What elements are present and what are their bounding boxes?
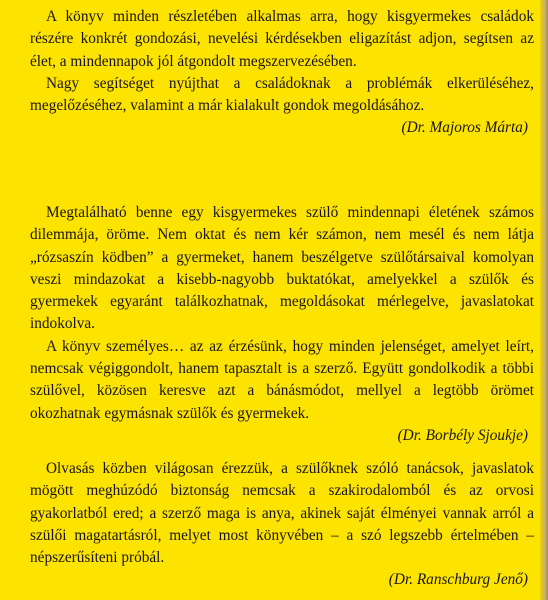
review-paragraph: A könyv személyes… az az érzésünk, hogy minden jelenséget, amelyet leírt, nemcsak végiggondolt, hanem tapasztalt is a szerző. Együtt gondolkodik a többi szülővel, közösen keresve azt a bánásmódot, mellyel a legtöbb örömet okozhatnak egymásnak szülők és gyermekek. (30, 337, 534, 422)
review-signature: (Dr. Majoros Márta) (401, 119, 528, 137)
page-edge (540, 0, 548, 600)
review-block-3 (30, 458, 534, 591)
review-signature: (Dr. Ranschburg Jenő) (388, 571, 528, 589)
review-paragraph: Nagy segítséget nyújthat a családoknak a problémák elkerüléséhez, megelőzéséhez, valamint a már kialakult gondok megoldásához. (30, 74, 534, 115)
review-block-1 (30, 6, 534, 139)
review-paragraph: Olvasás közben világosan érezzük, a szülőknek szóló tanácsok, javaslatok mögött meghúzódó biztonság nemcsak a szakirodalomból és az orvosi gyakorlatból ered; a szerző maga is anya, akinek saját élményei vannak arról a szülői magatartásról, melyet most könyvében – a szó legszebb értelmében – népszerűsíteni próbál. (30, 460, 534, 567)
review-signature: (Dr. Borbély Sjoukje) (397, 426, 528, 444)
review-paragraph: Megtalálható benne egy kisgyermekes szülő mindennapi életének számos dilemmája, öröme. Nem oktat és nem kér számon, nem mesél és nem látja „rózsaszín ködben” a gyermeket, hanem beszélgetve szülőtársaival komolyan veszi mindazokat a kisebb-nagyobb buktatókat, amelyekkel a szülők és gyermekek egyaránt találkozhatnak, megoldásokat mérlegelve, javaslatokat indokolva. (30, 204, 534, 333)
review-block-2 (30, 202, 534, 447)
review-paragraph: A könyv minden részletében alkalmas arra, hogy kisgyermekes családok részére konkrét gondozási, nevelési kérdésekben eligazítást adjon, segítsen az élet, a mindennapok jól átgondolt megszervezésében. (30, 8, 534, 70)
